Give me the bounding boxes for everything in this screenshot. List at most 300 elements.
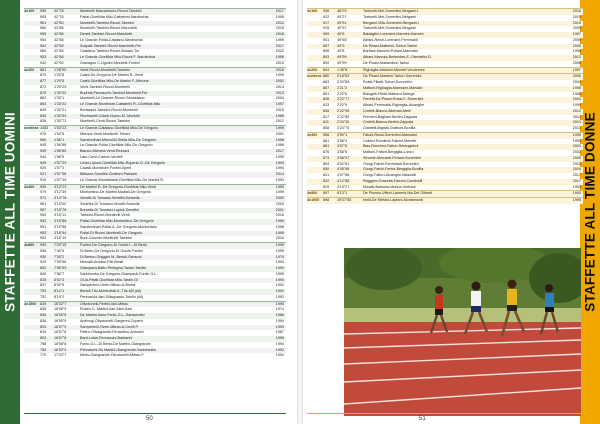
- cell-date: 3'15"78: [54, 207, 67, 212]
- cell-year: 1999: [275, 37, 284, 42]
- cell-date: 42"78: [54, 14, 64, 19]
- cell-pos: 817: [323, 114, 330, 119]
- cell-pos: 953: [40, 219, 47, 223]
- cell-year: 2017: [572, 178, 581, 183]
- left-footer-rule: [24, 413, 286, 424]
- cell-team: Montirelli-Centi-Riconi-Tambini: [80, 119, 130, 124]
- cell-date: 7'29"15: [54, 243, 67, 247]
- cell-date: 1'30"1: [54, 96, 65, 101]
- cell-year: 1993: [275, 260, 284, 265]
- cell-team: Bianco-Michela-Venti-Rezzani: [80, 149, 130, 153]
- cell-team: Bergami-Villa-Sorrentini-Bergami-I: [363, 20, 420, 25]
- cell-team: Bertazzini-Tambini-Riconi-Montirelli: [80, 107, 138, 112]
- cell-year: 1997: [572, 32, 581, 36]
- cell-team: Boni-Colombi-Montirelli-Tambini: [80, 236, 133, 241]
- men-relay-table: [24, 8, 286, 359]
- cell-pos: 752: [40, 294, 47, 299]
- cell-year: 2002: [275, 79, 284, 83]
- cell-pos: 960: [40, 137, 47, 142]
- cell-res: [24, 178, 40, 184]
- cell-date: 2'22"6: [337, 91, 348, 96]
- cell-team: Mirrone-Venti-Montirelli-Tirrieni: [80, 131, 131, 136]
- cell-team: Bittazzo-Sorollini-Cirattoni-Paesani: [80, 172, 137, 176]
- cell-team: Catini-Giorfiilda Milo-De Martini F.-Mirrone: [80, 79, 149, 83]
- cell-team: De Martini R.-De Gregorio-Giorfiilda Milo-Venti: [80, 184, 156, 189]
- cell-date: 1'30"22: [54, 102, 67, 106]
- table-row: [24, 353, 286, 359]
- cell-pos: 897: [323, 191, 330, 196]
- cell-team: Giantelli-Bignali-Graboni-Bonilla: [363, 126, 416, 130]
- cell-team: Tambini-Riconi-Montirelli-Venti: [80, 213, 130, 218]
- cell-year: 1992: [275, 283, 284, 288]
- cell-team: Ruben-D.-Martini-Ilari-Mari-Savi: [80, 307, 133, 312]
- book-gutter: [297, 0, 303, 424]
- cell-date: 16'57"9: [54, 324, 67, 329]
- cell-team: Venetti-Di Tomassi-Senefini-Borsella: [80, 196, 140, 200]
- cell-pos: 979: [40, 190, 47, 195]
- cell-team: Bologelli-Filetti-Mattorni-Delega: [363, 91, 415, 96]
- relay-group: [307, 8, 583, 67]
- cell-pos: 929: [40, 260, 47, 265]
- cell-year: 1993: [275, 160, 284, 165]
- cell-date: 49"99: [337, 55, 347, 59]
- cell-date: 3'57"6: [337, 144, 348, 149]
- cell-pos: 808: [323, 108, 330, 113]
- cell-pos: 954: [40, 37, 47, 42]
- cell-year: 1999: [275, 73, 284, 78]
- cell-team: Le Grande-Montalbanti-Giorfiilda Milo-De Martini R.: [80, 177, 165, 182]
- cell-date: 3'15"11: [54, 213, 66, 218]
- cell-date: 2'22"9: [337, 103, 348, 107]
- cell-date: 1'57"29: [54, 160, 67, 165]
- right-page: [301, 0, 600, 424]
- cell-year: 1994: [275, 353, 284, 358]
- cell-year: 2017: [275, 9, 284, 13]
- cell-team: Mattoni-Righaglia-Mannaini-Mandari: [363, 85, 423, 90]
- cell-date: 2'20"89: [337, 80, 350, 84]
- cell-date: 49"8: [337, 49, 345, 54]
- cell-pos: 905: [40, 14, 47, 19]
- cell-year: 2001: [275, 131, 284, 136]
- cell-pos: 961: [40, 201, 47, 206]
- cell-date: 9'13"1: [337, 191, 348, 196]
- cell-date: 1'56"60: [54, 149, 67, 153]
- cell-date: 1'30"72: [54, 119, 67, 124]
- cell-date: 1'53"23: [54, 126, 67, 130]
- cell-year: 2012: [572, 108, 581, 113]
- cell-date: 3'12"23: [54, 184, 67, 189]
- cell-pos: 811: [323, 120, 329, 125]
- cell-team: Di Berto-De Gregorio-Di Gurde-Fontini: [80, 248, 143, 253]
- cell-pos: 838: [40, 307, 47, 312]
- cell-date: 7'40"5: [54, 248, 65, 253]
- cell-year: 1993: [572, 191, 581, 196]
- cell-date: 4'12"68: [337, 178, 350, 183]
- cell-pos: 898: [323, 198, 330, 202]
- cell-year: 1985: [275, 113, 284, 118]
- cell-year: 1995: [275, 154, 284, 159]
- cell-team: Sampertoni-Gerle-Mitrao-A-Borba: [80, 283, 136, 288]
- cell-date: 1'56"9: [54, 154, 65, 159]
- cell-year: 1995: [572, 85, 581, 90]
- cell-year: 2016: [572, 9, 581, 13]
- cell-pos: 819: [40, 330, 47, 335]
- cell-date: 16'57"8: [54, 336, 67, 340]
- cell-pos: 833: [40, 324, 47, 329]
- cell-year: 1999: [275, 190, 284, 195]
- cell-team: Pettro-Olivagrande-Ferrantino-Antonini: [80, 330, 144, 335]
- cell-team: Fermeni-Bagliani-Bertini-Zappala: [363, 114, 418, 119]
- cell-pos: 783: [40, 347, 47, 352]
- cell-pos: 793: [40, 289, 47, 293]
- cell-res: [307, 61, 323, 67]
- cell-pos: 960: [40, 26, 47, 31]
- cell-date: 3'15"98: [54, 224, 67, 229]
- cell-team: Struche-Morraioli-Fersari-Sorrentini: [363, 155, 421, 160]
- cell-pos: 881: [323, 138, 330, 143]
- cell-year: 2002: [572, 150, 581, 154]
- cell-team: Fonto G.L.-Di Berto-De Martini-Giangrande: [80, 341, 151, 346]
- cell-team: Albani-Renzi-Lorenzini-Ferrimaldi: [363, 37, 418, 42]
- cell-pos: 836: [40, 313, 47, 317]
- cell-team: Crofelli-Bianco-Alberani-Merli: [363, 108, 411, 113]
- cell-date: 3'58"5: [337, 150, 348, 154]
- cell-year: 1998: [572, 91, 581, 96]
- cell-pos: 770: [40, 353, 47, 358]
- cell-date: 8'14"1: [54, 289, 65, 293]
- cell-year: 2014: [572, 114, 581, 119]
- cell-pos: 901: [323, 37, 330, 42]
- cell-team: Cavalli-Montelore-Fontini-Ilperti: [80, 166, 132, 171]
- cell-date: 49"65: [337, 37, 347, 42]
- cell-date: 7'30"2: [54, 254, 65, 259]
- cell-team: Tortorelli-Mei-Sorrentini-Bergami-I: [363, 9, 419, 13]
- cell-pos: 836: [40, 119, 47, 124]
- cell-pos: 873: [323, 155, 330, 160]
- cell-date: 1'57"2: [54, 166, 65, 171]
- cell-res: 4x1500: [24, 301, 37, 306]
- cell-team: Giorgi-Falchi-Fertini-Bergiglia-Bonilla: [363, 167, 424, 172]
- cell-date: 16'53"3: [54, 347, 67, 352]
- cell-team: Le Grande-Pollai-Catalano-Nardinchia: [80, 37, 143, 42]
- cell-pos: 995: [40, 184, 47, 189]
- cell-pos: 893: [323, 55, 330, 59]
- cell-pos: 920: [40, 166, 47, 171]
- cell-date: 7'56"7: [54, 271, 65, 276]
- cell-pos: 798: [40, 341, 47, 346]
- cell-date: 4'07"68: [337, 173, 350, 177]
- cell-res: 4x400: [307, 132, 318, 137]
- relay-group: [24, 242, 286, 301]
- cell-team: Albani-Mannini-Berlendes-E.-Oterdelini-D.: [363, 55, 432, 59]
- cell-team: De Pisani-Matlandice-Tartori: [363, 60, 410, 65]
- cell-team: Lindo-Lipioni-Giorfiilda Milo-Ruperto G.-De Gregorio: [80, 160, 166, 165]
- cell-team: Montirelli-Tambini-Riconi-Tambini: [80, 20, 135, 25]
- cell-date: 48"03: [337, 9, 347, 13]
- cell-team: Di Berton-Ghiggini M.-Bertoli-Sansoni: [80, 254, 142, 259]
- cell-pos: 881: [323, 144, 330, 149]
- cell-pos: 909: [323, 32, 330, 36]
- cell-res: 4x800: [307, 191, 318, 196]
- cell-year: 1998: [275, 224, 284, 229]
- cell-team: Le Grande-Catalano-Giorfiilda Milo-De Gregorio: [80, 126, 159, 130]
- cell-year: 1996: [275, 55, 284, 59]
- cell-year: 1997: [275, 102, 284, 106]
- cell-date: 16'55"5: [54, 313, 67, 317]
- cell-team: Caldori-Romifoni-Fabrini-Menetti: [363, 138, 417, 143]
- table-row: [307, 198, 583, 204]
- relay-group: [307, 67, 583, 74]
- cell-year: 1993: [275, 324, 284, 329]
- cell-date: 3'12"39: [54, 190, 67, 195]
- cell-pos: 829: [323, 184, 330, 189]
- cell-year: 2015: [572, 20, 581, 25]
- cell-year: 2003: [572, 97, 581, 102]
- cell-date: 49"6: [337, 32, 345, 36]
- cell-pos: 881: [40, 67, 47, 72]
- page-number-right: 51: [419, 416, 426, 422]
- cell-pos: 936: [323, 9, 330, 13]
- cell-year: 1994: [275, 318, 284, 323]
- cell-date: 42"88: [54, 26, 64, 31]
- cell-year: 2016: [275, 26, 284, 31]
- cell-team: Sambrolinari-Mercolini-Stella Milo-De Gregorio: [80, 137, 157, 142]
- relay-group: [307, 197, 583, 204]
- cell-year: 2017: [275, 43, 284, 48]
- cell-pos: 971: [40, 196, 47, 200]
- cell-team: Blas-Ronchini-Fattori-Serangeloni: [363, 144, 419, 149]
- relay-group: [24, 67, 286, 126]
- cell-date: 8'02"9: [54, 283, 65, 288]
- cell-pos: 953: [40, 55, 47, 59]
- cell-team: De Martini-Ilario-Ferilo-G.L.-Sansonotto: [80, 313, 145, 317]
- cell-date: 1'45"8: [337, 67, 348, 72]
- cell-year: 1986: [275, 313, 284, 317]
- cell-date: 49"51: [337, 20, 347, 25]
- cell-team: Borsella-Di Tomassi-Lupioli-Senefini: [80, 207, 139, 212]
- cell-year: 2018: [572, 167, 581, 172]
- cell-year: 2016: [275, 67, 284, 72]
- relay-group: [307, 73, 583, 132]
- cell-date: 3'58"97: [337, 155, 350, 160]
- cell-year: 1997: [572, 67, 581, 72]
- cell-pos: 910: [40, 177, 47, 182]
- cell-pos: 854: [40, 102, 47, 106]
- cell-date: 3'15"88: [54, 219, 67, 223]
- cell-team: Baldaglini-Lorenzini-Mannini-Mannini: [363, 32, 424, 36]
- cell-year: 1999: [275, 243, 284, 247]
- cell-team: Montirelli Marcantonio-Riconi-Tambini: [80, 9, 142, 13]
- cell-pos: 953: [40, 230, 47, 235]
- cell-team: Montirelli-Tambini-Riconi-Marchetti: [80, 26, 137, 31]
- cell-team: Bartlani-Mannini-Pullani-Mannaini: [363, 49, 419, 54]
- cell-year: 2004: [572, 80, 581, 84]
- relay-group: [24, 301, 286, 360]
- cell-year: 1998: [572, 49, 581, 54]
- cell-year: 2014: [275, 84, 284, 89]
- cell-pos: 876: [323, 150, 330, 154]
- cell-res: [307, 185, 323, 191]
- cell-date: 49"99: [337, 60, 347, 65]
- cell-year: 1995: [275, 248, 284, 253]
- cell-team: Sambrolinari-Pollai-A.-De Gregorio-Montorfano: [80, 224, 157, 229]
- cell-year: 1999: [275, 184, 284, 189]
- left-side-title: STAFFETTE ALL TIME UOMINI: [2, 112, 18, 312]
- table-row: [307, 185, 583, 191]
- cell-pos: 808: [323, 126, 330, 130]
- cell-res: 4x800: [24, 243, 35, 247]
- cell-pos: 951: [40, 224, 47, 229]
- cell-date: 1'29"29: [54, 84, 67, 89]
- cell-pos: 879: [40, 73, 47, 78]
- cell-year: 2001: [275, 207, 284, 212]
- cell-pos: 863: [323, 80, 330, 84]
- cell-pos: 857: [323, 85, 330, 90]
- cell-res: 4x100: [24, 9, 35, 13]
- cell-team: Catini-De Gregorio-De Martini R.-Venti: [80, 73, 143, 78]
- cell-pos: 957: [40, 207, 47, 212]
- cell-res: 4x400: [24, 184, 35, 189]
- cell-date: 4'15"27: [337, 184, 350, 189]
- cell-date: 2'24"70: [337, 126, 350, 130]
- cell-year: 2006: [572, 74, 581, 79]
- race-photo: [344, 248, 581, 416]
- cell-pos: 897: [323, 43, 330, 48]
- cell-res: 4x100: [307, 9, 318, 13]
- cell-pos: 917: [323, 20, 330, 25]
- cell-team: Senefini-Di Tomassi-Venetti-Borsella: [80, 201, 140, 206]
- cell-pos: 960: [40, 49, 47, 54]
- cell-year: 2013: [572, 120, 581, 125]
- cell-year: 1994: [275, 341, 284, 346]
- cell-year: 2006: [572, 60, 581, 65]
- cell-date: 16'57"8: [54, 330, 67, 335]
- cell-team: Sampertoni-Gerle-Mitrao-A-Cecili P.: [80, 324, 139, 329]
- cell-pos: 945: [40, 143, 47, 148]
- cell-year: 2000: [572, 43, 581, 48]
- cell-res: svedese: [307, 74, 322, 79]
- cell-year: 1998: [275, 137, 284, 142]
- cell-team: Montirelli-Le Grande-Riconi-Sebastiano: [80, 96, 145, 101]
- cell-pos: 892: [323, 60, 330, 65]
- cell-pos: 880: [323, 74, 330, 79]
- cell-team: Pinchiarelli-Giardi-Nuzzo-M.-Montelli: [80, 113, 140, 118]
- cell-team: Giorgi-Fattori-Alcanghe-Mascotti: [363, 173, 417, 177]
- cell-pos: 835: [40, 277, 47, 282]
- cell-team: Dimeli-Tambini-Riconi-Marchetti: [80, 32, 133, 36]
- cell-team: Fontini-De Gregorio-Di Gurde L.-Di Berto: [80, 243, 148, 247]
- cell-date: 8'19"2: [54, 294, 65, 299]
- table-row: [307, 61, 583, 67]
- cell-date: 16'55"9: [54, 318, 67, 323]
- cell-team: Crofelli-Bianco-Bertini-Zappala: [363, 120, 414, 125]
- cell-year: 1990: [275, 266, 284, 270]
- cell-pos: 837: [40, 283, 47, 288]
- cell-date: 17'03"7: [54, 353, 67, 358]
- cell-res: 4x200: [307, 67, 318, 72]
- table-row: [307, 68, 583, 74]
- cell-pos: 938: [40, 248, 47, 253]
- cell-year: 2003: [275, 201, 284, 206]
- page-number-left: 50: [146, 416, 153, 422]
- cell-team: Lato-Cervi-Carloni-Venetti: [80, 154, 123, 159]
- cell-team: Gravagno C-Ugolini-Mezzetti-Fontini: [80, 60, 140, 65]
- race-photo-illustration: [344, 248, 581, 416]
- cell-pos: 852: [40, 266, 47, 270]
- cell-team: Minto-Giangrande-Olivotonelli-Mitrao-F.: [80, 353, 145, 358]
- cell-year: 2009: [572, 37, 581, 42]
- cell-year: 2010: [275, 60, 284, 65]
- cell-date: 49"9: [337, 43, 345, 48]
- cell-team: Pennacchi-De Martini-Giangrande-Santoniotta: [80, 347, 156, 352]
- cell-team: Giampaoli-Baffo-Pellegrini-Tardin-Tardini: [80, 266, 147, 270]
- cell-pos: 976: [40, 131, 47, 136]
- cell-pos: 803: [40, 336, 47, 340]
- cell-pos: 915: [323, 26, 330, 31]
- relay-group: [307, 132, 583, 191]
- cell-date: 1'56"1: [54, 137, 65, 142]
- cell-year: 2013: [572, 126, 581, 130]
- cell-team: Scapati-Tambini-Riconi-Marchetti-Fer: [80, 43, 141, 48]
- cell-pos: 854: [323, 161, 330, 166]
- cell-pos: 952: [40, 236, 47, 241]
- cell-pos: 836: [323, 97, 330, 102]
- cell-date: 2'22"85: [337, 114, 350, 119]
- table-row: [24, 295, 286, 301]
- left-side-band: [0, 0, 20, 424]
- cell-team: Albani-Ferrimaldi-Righaglia-Alcanghe: [363, 103, 425, 107]
- cell-year: 1994: [275, 166, 284, 171]
- cell-year: 1999: [275, 126, 284, 130]
- cell-pos: 929: [40, 160, 47, 165]
- cell-pos: 845: [40, 113, 47, 118]
- cell-res: svedese: [24, 126, 39, 130]
- cell-team: De Pinnelo-Vittori-Laurenti-Ma-Del Gilberti: [363, 191, 432, 196]
- cell-date: 2'21"2: [337, 85, 348, 90]
- cell-date: 2'18"62: [337, 74, 350, 79]
- cell-date: 42"88: [54, 49, 64, 54]
- cell-date: 1'30"54: [54, 113, 67, 118]
- cell-year: 1987: [275, 330, 284, 335]
- cell-team: Venti-Riconi-Montirelli-Tambini: [80, 67, 130, 72]
- cell-team: Le Grande-Pollai-Giorfiilda Milo-De Gregorio: [80, 143, 153, 148]
- cell-team: De Pisani-Mattorini-Tortori-Tartori: [363, 43, 418, 48]
- cell-date: 3'15"00: [54, 201, 67, 206]
- left-page: [0, 0, 299, 424]
- cell-date: 1'56"88: [54, 143, 67, 148]
- cell-team: Inelli-De Stefani-Lapfoni-Montamonti: [363, 198, 423, 202]
- table-row: [24, 236, 286, 242]
- cell-team: Pollai-Giorfiilda Milo-Montorfano-De Gregorio: [80, 219, 154, 223]
- cell-year: 1993: [275, 294, 284, 299]
- cell-date: 7'56"99: [54, 266, 67, 270]
- cell-date: 42"80: [54, 20, 64, 25]
- relay-group: [24, 184, 286, 243]
- cell-res: [24, 236, 40, 242]
- cell-team: Pennacchi-Ilari-Sillaguardo-Tolello (All): [80, 294, 144, 299]
- cell-team: Micalis-Barlonia-Monna-Vertrani: [363, 184, 416, 189]
- cell-team: Barti-Lolari-Pennacchi-Barbarini: [80, 336, 133, 340]
- cell-year: 1992: [275, 289, 284, 293]
- cell-res: [24, 119, 40, 125]
- cell-date: 4'02"61: [337, 161, 350, 166]
- cell-date: 1'30"21: [54, 107, 67, 112]
- cell-year: 2022: [275, 49, 284, 54]
- cell-year: 2003: [572, 144, 581, 149]
- relay-group: [24, 125, 286, 184]
- cell-year: 2015: [572, 14, 581, 19]
- cell-team: Tortorelli-Mei-Sorrentini-Bergami: [363, 26, 417, 31]
